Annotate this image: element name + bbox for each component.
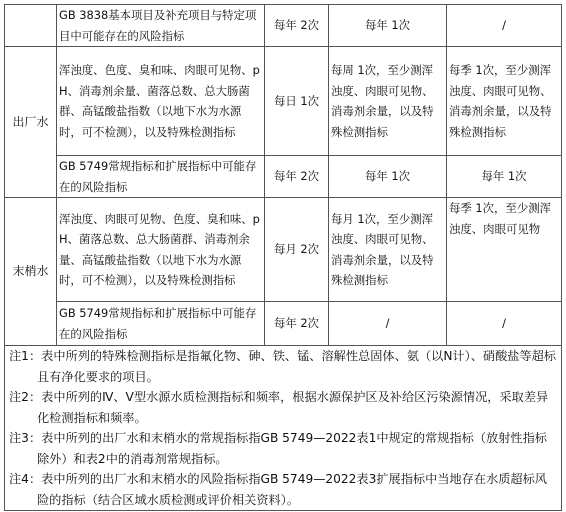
frequency-cell: 每年 1次 xyxy=(447,156,562,198)
frequency-cell: / xyxy=(447,5,562,47)
category-cell xyxy=(5,5,57,47)
frequency-cell: / xyxy=(329,302,447,346)
indicator-cell: GB 5749常规指标和扩展指标中可能存在的风险指标 xyxy=(57,302,265,346)
table-row xyxy=(5,47,562,156)
frequency-cell: 每月 1次，至少测浑浊度、肉眼可见物、消毒剂余量，以及特殊检测指标 xyxy=(329,198,447,302)
table-row xyxy=(5,156,562,198)
frequency-cell: 每年 2次 xyxy=(265,302,329,346)
monitoring-frequency-table xyxy=(4,4,562,511)
frequency-cell: 每日 1次 xyxy=(265,47,329,156)
category-cell: 末梢水 xyxy=(5,198,57,346)
frequency-cell: 每季 1次，至少测浑浊度、肉眼可见物、消毒剂余量，以及特殊检测指标 xyxy=(447,47,562,156)
table-note: 注4：表中所列的出厂水和末梢水的风险指标指GB 5749—2022表3扩展指标中当地存在水质超标风险的指标（结合区域水质检测或评价相关资料）。 xyxy=(9,472,547,507)
frequency-cell: 每年 2次 xyxy=(265,156,329,198)
table-row xyxy=(5,5,562,47)
frequency-cell: 每年 2次 xyxy=(265,5,329,47)
frequency-cell: 每年 1次 xyxy=(329,5,447,47)
notes-row xyxy=(5,346,562,511)
table-row xyxy=(5,302,562,346)
notes-cell xyxy=(5,346,562,511)
table-row xyxy=(5,198,562,302)
frequency-cell: 每季 1次，至少测浑浊度、肉眼可见物 xyxy=(447,198,562,302)
indicator-cell: GB 5749常规指标和扩展指标中可能存在的风险指标 xyxy=(57,156,265,198)
category-cell: 出厂水 xyxy=(5,47,57,198)
table-note: 注3：表中所列的出厂水和末梢水的常规指标指GB 5749—2022表1中规定的常规指标（放射性指标除外）和表2中的消毒剂常规指标。 xyxy=(9,431,547,466)
frequency-cell: 每年 1次 xyxy=(329,156,447,198)
table-note: 注2：表中所列的Ⅳ、Ⅴ型水源水质检测指标和频率，根据水源保护区及补给区污染源情况，采取差异化检测指标和频率。 xyxy=(9,390,549,425)
frequency-cell: 每周 1次，至少测浑浊度、肉眼可见物、消毒剂余量，以及特殊检测指标 xyxy=(329,47,447,156)
table-note: 注1：表中所列的特殊检测指标是指氟化物、砷、铁、锰、溶解性总固体、氨（以N计）、硝酸盐等超标且有净化要求的项目。 xyxy=(9,349,557,384)
frequency-cell: / xyxy=(447,302,562,346)
indicator-cell: GB 3838基本项目及补充项目与特定项目中可能存在的风险指标 xyxy=(57,5,265,47)
indicator-cell: 浑浊度、肉眼可见物、色度、臭和味、pH、菌落总数、总大肠菌群、消毒剂余量、高锰酸盐指数（以地下水为水源时，可不检测），以及特殊检测指标 xyxy=(57,198,265,302)
indicator-cell: 浑浊度、色度、臭和味、肉眼可见物、pH、消毒剂余量、菌落总数、总大肠菌群、高锰酸盐指数（以地下水为水源时，可不检测），以及特殊检测指标 xyxy=(57,47,265,156)
frequency-cell: 每月 2次 xyxy=(265,198,329,302)
